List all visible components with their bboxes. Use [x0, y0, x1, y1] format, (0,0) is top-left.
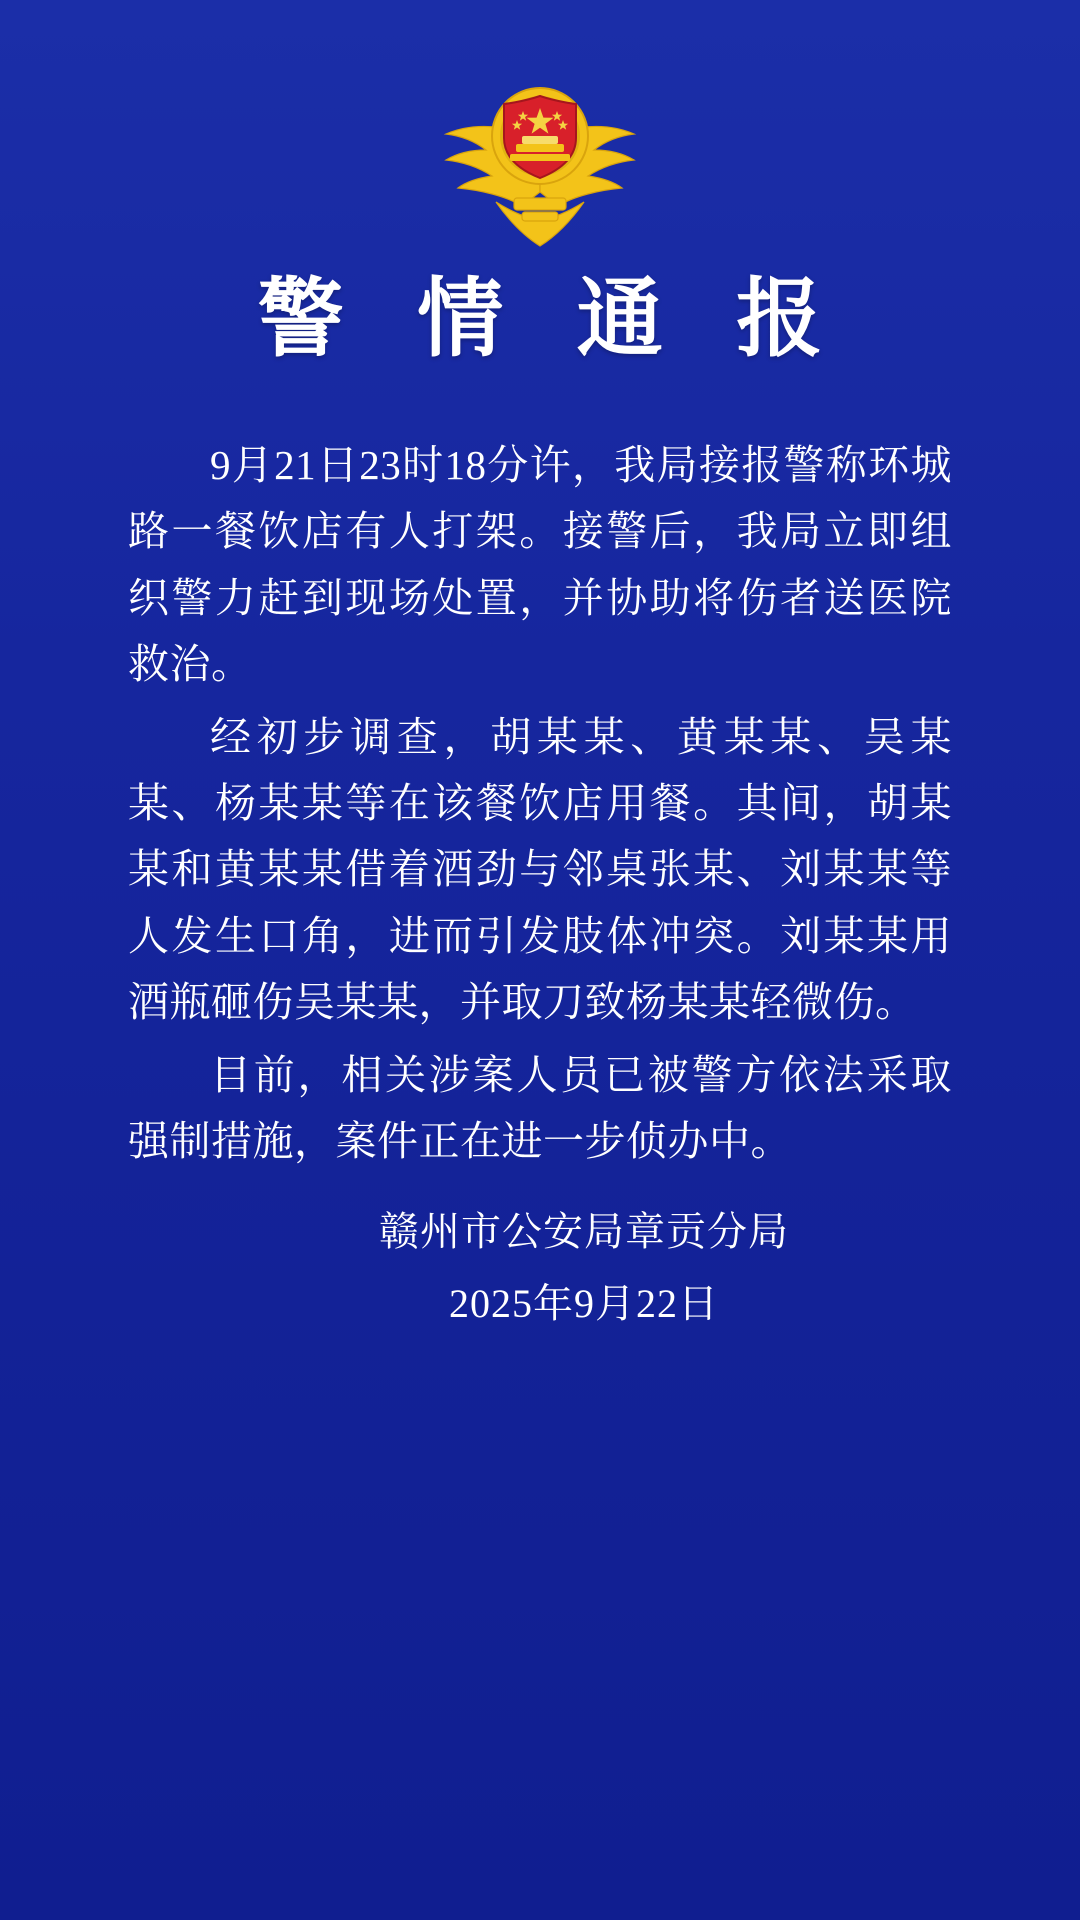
notice-paragraph-2: 经初步调查，胡某某、黄某某、吴某某、杨某某等在该餐饮店用餐。其间，胡某某和黄某某借着酒劲与邻桌张某、刘某某等人发生口角，进而引发肢体冲突。刘某某用酒瓶砸伤吴某某，并取刀致杨某某轻微伤。 [128, 713, 952, 1026]
issuing-organization: 赣州市公安局章贡分局 [379, 1209, 789, 1254]
notice-signature [0, 1200, 1080, 1336]
notice-paragraph-1: 9月21日23时18分许，我局接报警称环城路一餐饮店有人打架。接警后，我局立即组织警力赶到现场处置，并协助将伤者送医院救治。 [128, 442, 952, 688]
notice-paragraph-3: 目前，相关涉案人员已被警方依法采取强制措施，案件正在进一步侦办中。 [128, 1051, 952, 1165]
issue-date: 2025年9月22日 [449, 1281, 719, 1326]
notice-title: 警 情 通 报 [257, 271, 849, 367]
police-emblem [410, 72, 670, 262]
notice-body [128, 432, 952, 1180]
police-emblem-icon [410, 72, 670, 262]
